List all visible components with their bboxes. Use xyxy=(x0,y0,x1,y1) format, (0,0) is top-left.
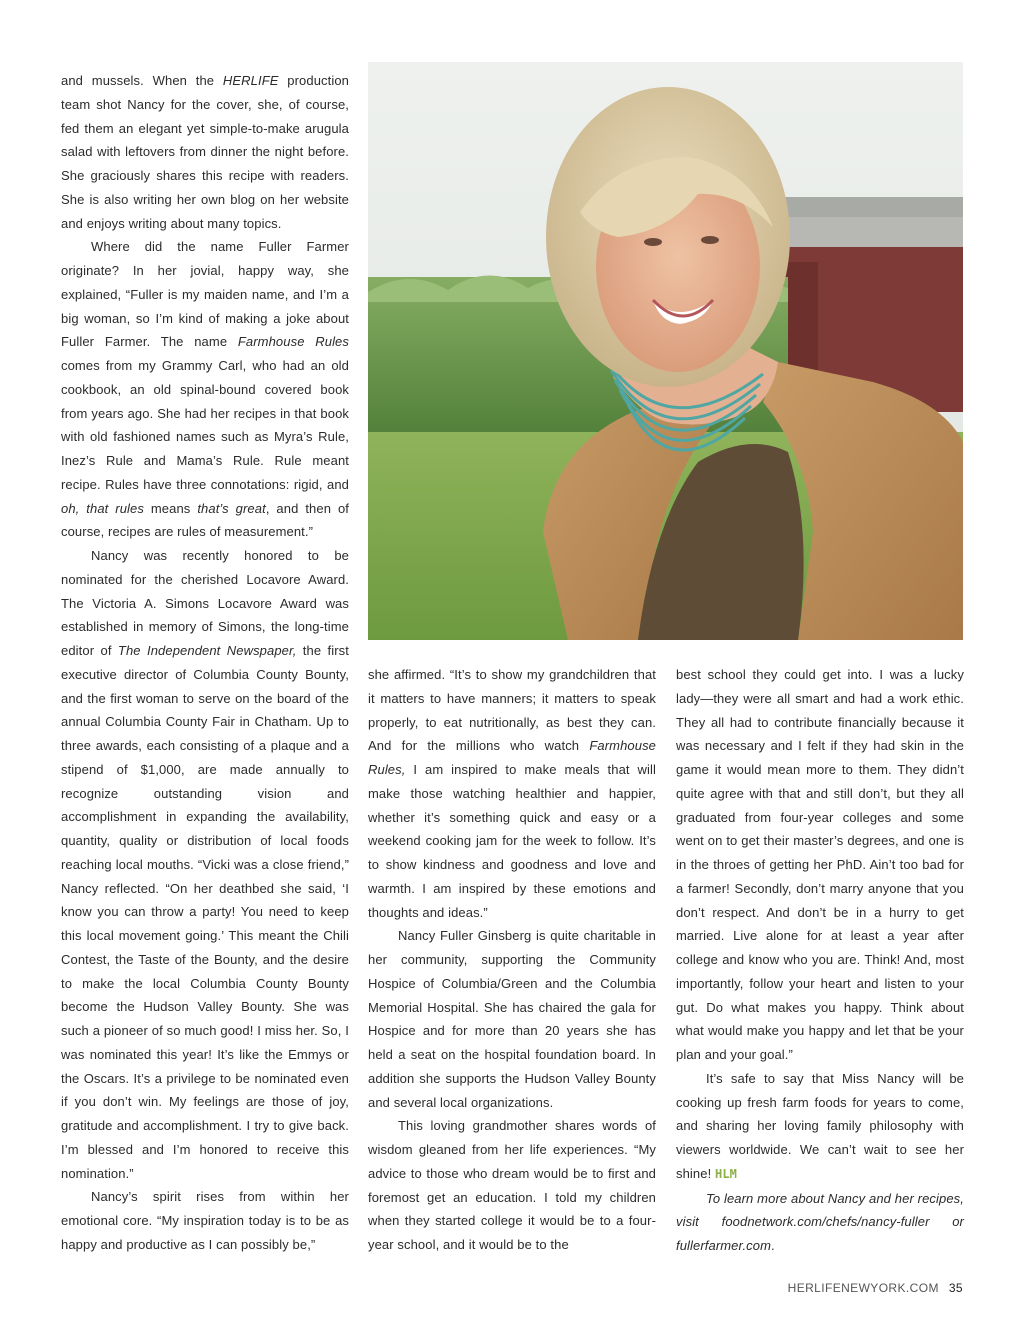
paragraph xyxy=(368,1114,656,1257)
paragraph xyxy=(61,1185,349,1256)
text-run: Nancy Fuller Ginsberg is quite charitable in her community, supporting the Community Hospice of Columbia/Green and the Columbia Memorial Hospital. She has chaired the gala for Hospice and for more than 20 years she has held a seat on the hospital foundation board. In addition she supports the Hudson Valley Bounty and several local organizations. xyxy=(368,928,656,1110)
italic-text: The Independent Newspaper, xyxy=(117,643,297,658)
paragraph xyxy=(676,1067,964,1187)
page-footer xyxy=(788,1281,963,1295)
text-run: means xyxy=(143,500,198,516)
paragraph xyxy=(368,924,656,1114)
text-run: Nancy’s spirit rises from within her emotional core. “My inspiration today is to be as happy and productive as I can possibly be,” xyxy=(61,1189,349,1252)
article-column-1 xyxy=(61,69,349,1257)
text-run: best school they could get into. I was a lucky lady—they were all smart and had a work ethic. They all had to contribute financially because it was necessary and I felt if they had skin in the game it would mean more to them. They didn’t quite agree with that and still don’t, but they all graduated from four-year colleges and some went on to get their master’s degrees, and one is in the throes of getting her PhD. Ain’t too bad for a farmer! Secondly, don’t marry anyone that you don’t respect. And don’t be in a hurry to get married. Live alone for at least a year after college and know who you are. Think! And, most importantly, follow your heart and listen to your gut. Do what makes you happy. Think about what would make you happy and let that be your plan and your goal.” xyxy=(676,667,964,1062)
text-run: she affirmed. “It’s to show my grandchildren that it matters to have manners; it matters to speak properly, to eat nutritionally, as best they can. And for the millions who watch xyxy=(368,667,656,754)
text-run: , and then of course, recipes are rules of measurement.” xyxy=(61,500,349,540)
text-run: Where did the name Fuller Farmer originate? In her jovial, happy way, she explained, “Fuller is my maiden name, and I’m a big woman, so I’m kind of making a joke about Fuller Farmer. The name xyxy=(61,239,349,350)
paragraph xyxy=(676,1187,964,1258)
article-column-3 xyxy=(676,663,964,1258)
page-number: 35 xyxy=(948,1281,963,1295)
text-run: Nancy was recently honored to be nominated for the cherished Locavore Award. The Victoria A. Simons Locavore Award was established in memory of Simons, the long-time editor of xyxy=(61,548,349,658)
text-run: comes from my Grammy Carl, who had an old cookbook, an old spinal-bound covered book from years ago. She had her recipes in that book with old fashioned names such as Myra’s Rule, Inez’s Rule and Mama’s Rule. Rule meant recipe. Rules have three connotations: rigid, and xyxy=(61,358,349,492)
italic-text: oh, that rules xyxy=(61,500,144,516)
text-run: This loving grandmother shares words of wisdom gleaned from her life experiences. “My advice to those who dream would be to first and foremost get an education. I told my children when they started college it would be to a four-year school, and it would be to the xyxy=(368,1118,656,1252)
text-run: production team shot Nancy for the cover, she, of course, fed them an elegant yet simple-to-make arugula salad with leftovers from dinner the night before. She graciously shares this recipe with readers. She is also writing her own blog on her website and enjoys writing about many topics. xyxy=(61,73,349,231)
footer-website: HERLIFENEWYORK.COM xyxy=(787,1281,939,1295)
paragraph xyxy=(61,69,349,235)
paragraph xyxy=(676,663,964,1067)
italic-text: HERLIFE xyxy=(222,73,279,88)
portrait-photo xyxy=(368,62,963,640)
italic-text: that’s great xyxy=(197,500,266,516)
paragraph xyxy=(368,663,656,924)
paragraph xyxy=(61,235,349,544)
paragraph-text xyxy=(676,1071,964,1181)
text-run: . xyxy=(771,1238,775,1253)
italic-text: Farmhouse Rules, xyxy=(368,738,656,777)
article-column-2 xyxy=(368,663,656,1257)
italic-text: Farmhouse Rules xyxy=(237,334,349,350)
text-run: the first executive director of Columbia County Bounty, and the first woman to serve on the board of the annual Columbia County Fair in Chatham. Up to three awards, each consisting of a plaque and a stipend of $1,000, are made annually to recognize outstanding vision and accomplishment in expanding the availability, quantity, quality or distribution of local foods reaching local mouths. “Vicki was a close friend,” Nancy reflected. “On her deathbed she said, ‘I know you can throw a party! You need to keep this local movement going.’ This meant the Chili Contest, the Taste of the Bounty, and the desire to make the local Columbia County Bounty become the Hudson Valley Bounty. She was such a pioneer of so much good! I miss her. So, I was nominated this year! It’s like the Emmys or the Oscars. It’s a privilege to be nominated even if you don’t win. My feelings are those of joy, gratitude and accomplishment. I try to give back. I’m blessed and I’m honored to receive this nomination.” xyxy=(61,643,349,1181)
text-run: and mussels. When the xyxy=(61,73,223,88)
italic-text: To learn more about Nancy and her recipes, visit foodnetwork.com/chefs/nancy-fuller or fullerfarmer.com xyxy=(676,1190,964,1253)
text-run: It’s safe to say that Miss Nancy will be cooking up fresh farm foods for years to come, and sharing her loving family philosophy with viewers worldwide. We can’t wait to see her shine! xyxy=(676,1070,964,1181)
paragraph xyxy=(61,544,349,1185)
end-mark: HLM xyxy=(715,1166,737,1181)
text-run: I am inspired to make meals that will make those watching healthier and happier, whether it’s something quick and easy or a weekend cooking jam for the week to follow. It’s to show kindness and goodness and love and warmth. I am inspired by these emotions and thoughts and ideas.” xyxy=(368,762,656,920)
